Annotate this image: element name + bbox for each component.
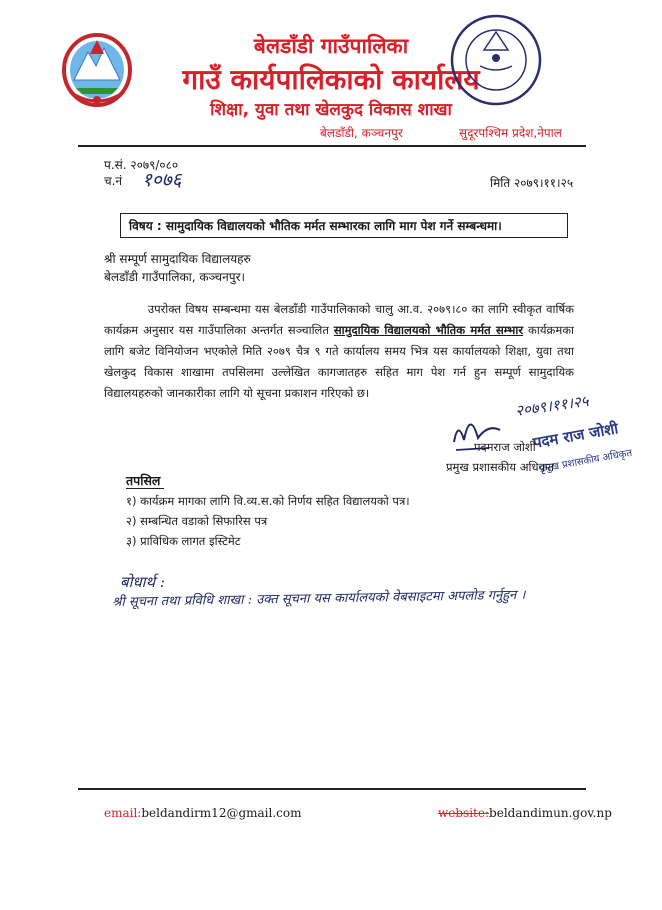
website-value[interactable]: beldandimun.gov.np [489, 806, 612, 820]
stamp-name: पदम राज जोशी [531, 419, 620, 452]
section-name: शिक्षा, युवा तथा खेलकुद विकास शाखा [210, 100, 452, 120]
annex-heading: तपसिल [126, 473, 161, 488]
letter-number: प.सं. २०७९/०८० [104, 158, 179, 172]
annex-heading-underline [126, 488, 164, 489]
footer-divider [78, 788, 586, 790]
dispatch-label: च.नं [104, 174, 123, 188]
body-text-part-1: उपरोक्त विषय सम्बन्धमा यस बेलडाँडी गाउँपालिकाको चालु आ.व. २०७९।८० का लागि स्वीकृत वार्षिक कार्यक्रम अनुसार यस गाउँपालिका अन्तर्गत सञ्चालित [104, 302, 574, 337]
dispatch-number: १०७६ [142, 169, 182, 191]
annex-item: २) सम्बन्धित वडाको सिफारिस पत्र [126, 514, 268, 528]
body-text-underlined: सामुदायिक विद्यालयको भौतिक मर्मत सम्भार [333, 323, 524, 337]
email-value[interactable]: beldandirm12@gmail.com [141, 806, 302, 820]
subject-box: विषय : सामुदायिक विद्यालयको भौतिक मर्मत सम्भारका लागि माग पेश गर्ने सम्बन्धमा। [120, 213, 568, 238]
footer-email [104, 806, 301, 820]
office-seal-icon [446, 10, 546, 110]
officer-name: पदमराज जोशी [474, 440, 536, 454]
cc-heading: बोधार्थ : [120, 573, 165, 591]
address-right: सुदूरपश्चिम प्रदेश,नेपाल [459, 126, 562, 140]
email-label: email: [104, 806, 142, 820]
website-label: website: [438, 806, 490, 820]
body-paragraph [104, 299, 574, 404]
municipality-name: बेलडाँडी गाउँपालिका [253, 34, 409, 58]
addressee-line-2: बेलडाँडी गाउँपालिका, कञ्चनपुर। [104, 270, 246, 284]
address-left: बेलडाँडी, कञ्चनपुर [320, 126, 403, 140]
office-name: गाउँ कार्यपालिकाको कार्यालय [182, 63, 480, 96]
annex-item: १) कार्यक्रम मागका लागि वि.व्य.स.को निर्णय सहित विद्यालयको पत्र। [126, 494, 410, 508]
addressee-line-1: श्री सम्पूर्ण सामुदायिक विद्यालयहरु [104, 252, 251, 266]
body-text-part-2: कार्यक्रमका लागि बजेट विनियोजन भएकोले मिति २०७९ चैत्र ९ गते कार्यालय समय भित्र यस कार्यालयको शिक्षा, युवा तथा खेलकुद विकास शाखामा तपसिलमा उल्लेखित कागजातहरु सहित माग पेश गर्न हुन सम्पूर्ण सामुदायिक विद्यालयहरुको जानकारीका लागि यो सूचना प्रकाशन गरिएको छ। [104, 323, 575, 400]
footer-website [438, 806, 612, 820]
handwritten-date: २०७९।११।२५ [514, 391, 590, 420]
stamp-title: प्रमुख प्रशासकीय अधिकृत [538, 447, 633, 475]
cc-note: श्री सूचना तथा प्रविधि शाखा : उक्त सूचना यस कार्यालयको वेबसाइटमा अपलोड गर्नुहुन । [112, 587, 526, 610]
header-divider [78, 145, 586, 147]
officer-title: प्रमुख प्रशासकीय अधिकृत [446, 460, 554, 474]
letter-date: मिति २०७९।११।२५ [490, 176, 574, 190]
annex-item: ३) प्राविधिक लागत इस्टिमेट [126, 534, 241, 548]
